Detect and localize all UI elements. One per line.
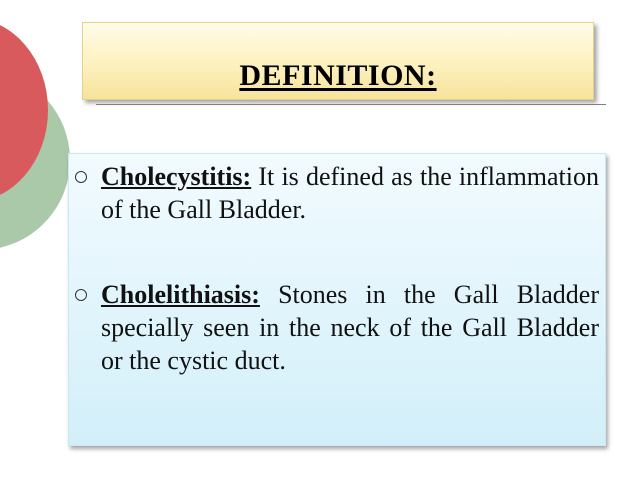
term-cholelithiasis: Cholelithiasis: (101, 280, 260, 309)
content-box (68, 153, 606, 446)
definition-cholelithiasis: Stones in the Gall Bladder specially seen in the neck of the Gall Bladder or the cystic duct. (101, 280, 599, 375)
definition-cholecystitis: It is defined as the inflammation of the Gall Bladder. (101, 162, 600, 224)
title-box (82, 22, 594, 100)
hollow-circle-bullet-icon (75, 171, 87, 183)
slide-title: DEFINITION: (239, 59, 437, 92)
bullet-item-cholecystitis (101, 160, 599, 226)
title-divider (96, 104, 606, 105)
hollow-circle-bullet-icon (75, 289, 87, 301)
term-cholecystitis: Cholecystitis: (101, 162, 252, 191)
bullet-item-cholelithiasis (101, 278, 599, 377)
